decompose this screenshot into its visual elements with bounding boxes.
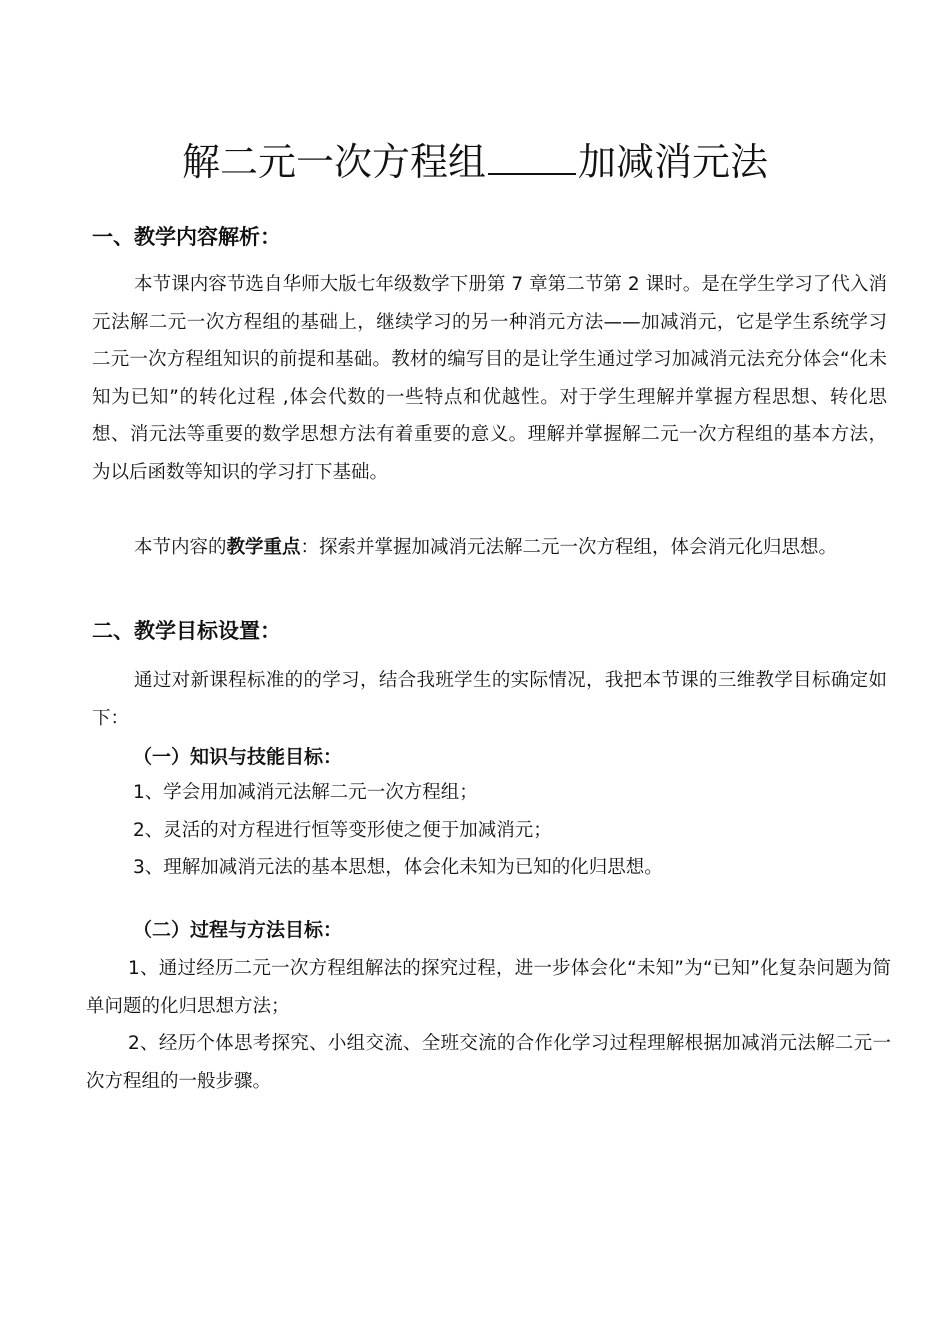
section2-intro: 通过对新课程标准的的学习，结合我班学生的实际情况，我把本节课的三维教学目标确定如下：: [92, 670, 887, 729]
title-blank-line: [488, 139, 576, 175]
para2-rest: ：探索并掌握加减消元法解二元一次方程组，体会消元化归思想。: [300, 537, 838, 558]
sub2-item-1: 1、通过经历二元一次方程组解法的探究过程，进一步体会化“未知”为“已知”化复杂问题为简单问题的化归思想方法；: [86, 958, 891, 1017]
section1-paragraph-1: 本节课内容节选自华师大版七年级数学下册第 7 章第二节第 2 课时。是在学生学习了代入消元法解二元一次方程组的基础上，继续学习的另一种消元方法——加减消元，它是学生系统学习二元一次方程组知识的前提和基础。教材的编写目的是让学生通过学习加减消元法充分体会“化未知为已知”的转化过程 ,体会代数的一些特点和优越性。对于学生理解并掌握方程思想、转化思想、消元法等重要的数学思想方法有着重要的意义。理解并掌握解二元一次方程组的基本方法，为以后函数等知识的学习打下基础。: [92, 274, 887, 483]
sub2-heading: （二）过程与方法目标：: [133, 919, 343, 941]
title-right: 加减消元法: [578, 140, 769, 184]
para2-bold-keyphrase: 教学重点: [226, 537, 301, 558]
sub2-item-2: 2、经历个体思考探究、小组交流、全班交流的合作化学习过程理解根据加减消元法解二元一次方程组的一般步骤。: [86, 1033, 891, 1092]
sub1-heading: （一）知识与技能目标：: [133, 746, 343, 768]
para2-prefix: 本节内容的: [134, 537, 227, 558]
sub1-item-3: 3、理解加减消元法的基本思想，体会化未知为已知的化归思想。: [133, 857, 663, 878]
section1-heading: 一、教学内容解析：: [92, 225, 281, 249]
section1-paragraph-2: [92, 529, 887, 567]
document-title: [0, 138, 950, 186]
sub1-item-1: 1、学会用加减消元法解二元一次方程组；: [133, 782, 478, 803]
sub1-item-2: 2、灵活的对方程进行恒等变形使之便于加减消元；: [133, 820, 552, 841]
title-left: 解二元一次方程组: [181, 140, 486, 184]
section2-heading: 二、教学目标设置：: [92, 619, 281, 643]
